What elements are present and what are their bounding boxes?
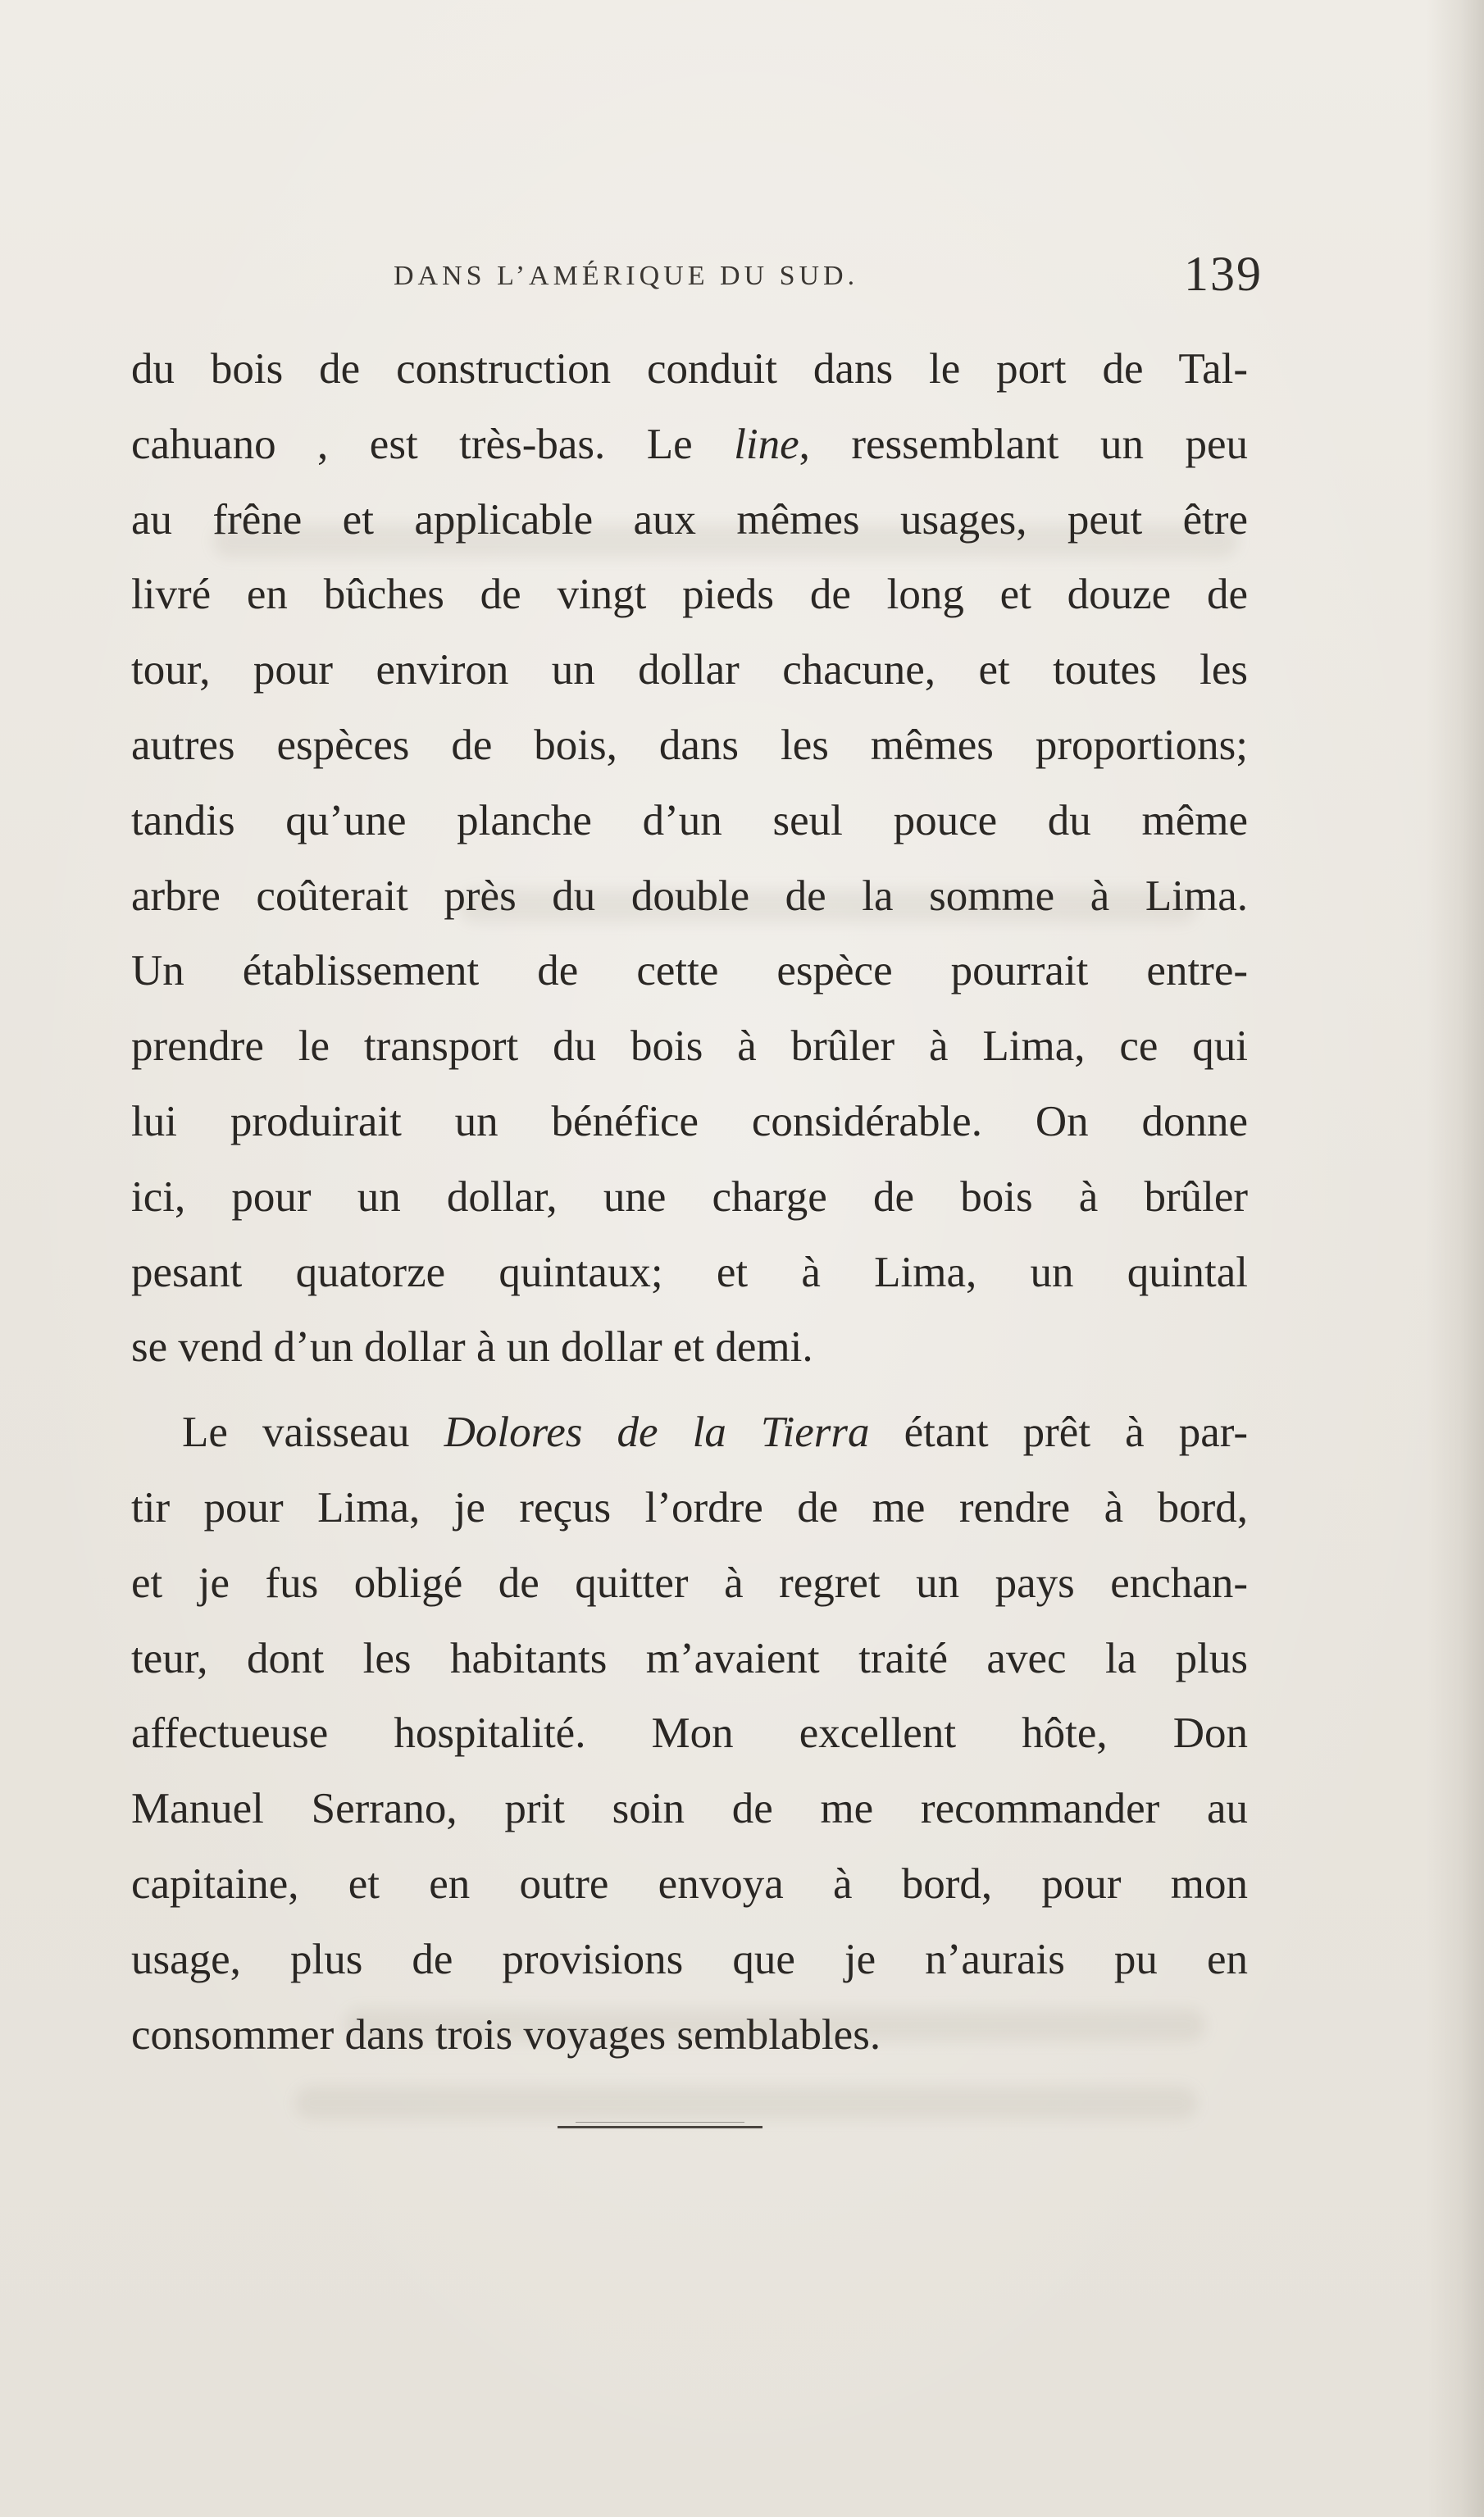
- text-line: Manuel Serrano, prit soin de me recommander au: [131, 1785, 1248, 1833]
- text-line: teur, dont les habitants m’avaient traité avec la plus: [131, 1634, 1248, 1682]
- page-edge-shadow: [1427, 0, 1484, 2517]
- text-line: du bois de construction conduit dans le port de Tal-: [131, 345, 1248, 393]
- text-line: au frêne et applicable aux mêmes usages, peut être: [131, 495, 1248, 544]
- running-head: DANS L’AMÉRIQUE DU SUD.: [394, 261, 859, 291]
- text-line: tour, pour environ un dollar chacune, et toutes les: [131, 646, 1248, 694]
- text-line: se vend d’un dollar à un dollar et demi.: [131, 1323, 813, 1372]
- text-line: prendre le transport du bois à brûler à Lima, ce qui: [131, 1022, 1248, 1071]
- body-text: [131, 332, 1248, 2073]
- text-line: tir pour Lima, je reçus l’ordre de me rendre à bord,: [131, 1483, 1248, 1532]
- text-line: usage, plus de provisions que je n’aurais pu en: [131, 1935, 1248, 1983]
- section-divider-rule: [558, 2126, 762, 2128]
- italic-ship-name: Dolores de la Tierra: [444, 1409, 870, 1457]
- text-line: ici, pour un dollar, une charge de bois à brûler: [131, 1172, 1248, 1221]
- text-line: consommer dans trois voyages semblables.: [131, 2010, 881, 2059]
- show-through-bleed: [295, 2087, 1197, 2119]
- page-number: 139: [1184, 247, 1263, 301]
- italic-word: line: [734, 420, 799, 468]
- text-line: et je fus obligé de quitter à regret un pays enchan-: [131, 1559, 1248, 1607]
- text-line: affectueuse hospitalité. Mon excellent hôte, Don: [131, 1709, 1248, 1758]
- text-line: arbre coûterait près du double de la somme à Lima.: [131, 872, 1248, 920]
- text-line: autres espèces de bois, dans les mêmes proportions;: [131, 721, 1248, 769]
- page-header: [131, 246, 1263, 312]
- text-line: lui produirait un bénéfice considérable. On donne: [131, 1097, 1248, 1145]
- text-line: pesant quatorze quintaux; et à Lima, un quintal: [131, 1248, 1248, 1296]
- text-line: capitaine, et en outre envoya à bord, pour mon: [131, 1859, 1248, 1908]
- text-line: cahuano , est très-bas. Le line, ressemblant un peu: [131, 420, 1249, 468]
- paragraph-gap: [131, 1386, 1248, 1395]
- text-line: Le vaisseau Dolores de la Tierra étant prêt à par-: [182, 1409, 1248, 1457]
- text-line: livré en bûches de vingt pieds de long et douze de: [131, 571, 1248, 619]
- text-line: Un établissement de cette espèce pourrait entre-: [131, 947, 1248, 995]
- text-line: tandis qu’une planche d’un seul pouce du même: [131, 796, 1248, 844]
